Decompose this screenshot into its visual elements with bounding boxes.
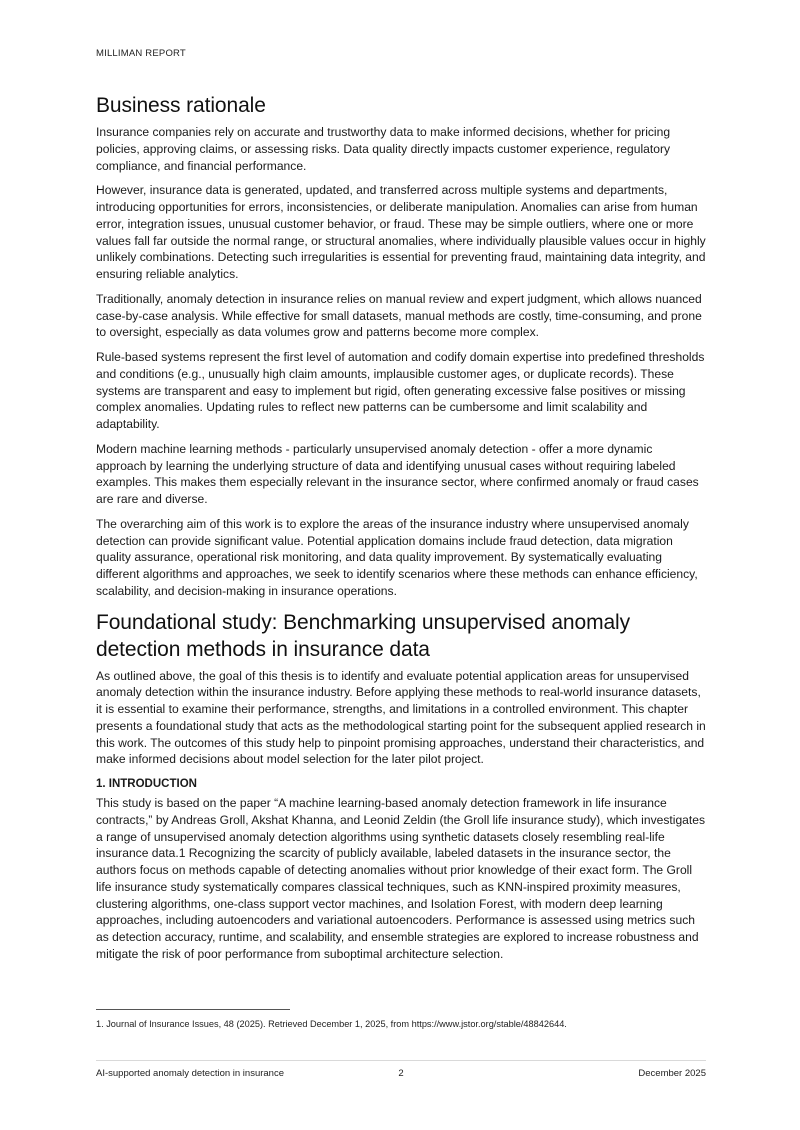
section-title-business-rationale: Business rationale [96, 94, 266, 117]
footer-page-number: 2 [398, 1068, 404, 1079]
footer-date: December 2025 [638, 1068, 706, 1079]
paragraph: Traditionally, anomaly detection in insurance relies on manual review and expert judgment, which allows nuanced case-by-case analysis. While effective for small datasets, manual methods are costly, time-consuming, and prone to oversight, especially as data volumes grow and patterns become more complex. [96, 291, 702, 340]
footer-divider [96, 1060, 706, 1061]
subheading-introduction: 1. INTRODUCTION [96, 778, 197, 790]
paragraph: As outlined above, the goal of this thesis is to identify and evaluate potential application areas for unsupervised anomaly detection within the insurance industry. Before applying these methods to real-world insurance datasets, it is essential to examine their performance, strengths, and limitations in a controlled environment. This chapter presents a foundational study that acts as the methodological starting point for the subsequent applied research in this work. The outcomes of this study help to pinpoint promising approaches, understand their characteristics, and make informed decisions about model selection for the later pilot project. [96, 668, 706, 767]
footnote-divider [96, 1009, 290, 1010]
main-content [96, 92, 706, 971]
footer-document-title: AI-supported anomaly detection in insurance [96, 1068, 285, 1079]
paragraph: Rule-based systems represent the first level of automation and codify domain expertise into predefined thresholds and conditions (e.g., unusually high claim amounts, implausible customer ages, or duplicate records). These systems are transparent and easy to implement but rigid, often generating excessive false positives or missing complex anomalies. Updating rules to reflect new patterns can be cumbersome and limit scalability and adaptability. [96, 350, 705, 431]
paragraph: However, insurance data is generated, updated, and transferred across multiple systems and departments, introducing opportunities for errors, inconsistencies, or deliberate manipulation. Anomalies can arise from human error, integration issues, unusual customer behavior, or fraud. These may be simple outliers, where one or more values fall far outside the normal range, or structural anomalies, where individually plausible values occur in highly unlikely combinations. Detecting such irregularities is essential for preventing fraud, maintaining data integrity, and ensuring reliable analytics. [96, 183, 706, 281]
paragraph: This study is based on the paper “A machine learning-based anomaly detection framework in life insurance contracts,” by Andreas Groll, Akshat Khanna, and Leonid Zeldin (the Groll life insurance study), which investigates a range of unsupervised anomaly detection algorithms using synthetic datasets closely resembling real-life insurance data.1 Recognizing the scarcity of publicly available, labeled datasets in the insurance sector, the authors focus on methods capable of detecting anomalies without prior knowledge of their exact form. The Groll life insurance study systematically compares classical techniques, such as KNN-inspired proximity measures, clustering algorithms, one-class support vector machines, and Isolation Forest, with modern deep learning approaches, including autoencoders and variational autoencoders. Performance is assessed using metrics such as detection accuracy, runtime, and scalability, and ensemble strategies are explored to increase robustness and mitigate the risk of poor performance from suboptimal architecture selection. [96, 796, 706, 961]
footnote: 1. Journal of Insurance Issues, 48 (2025). Retrieved December 1, 2025, from https://www.jstor.org/stable/48842644. [96, 1019, 567, 1029]
paragraph: Modern machine learning methods - particularly unsupervised anomaly detection - offer a more dynamic approach by learning the underlying structure of data and identifying unusual cases without requiring labeled examples. This makes them especially relevant in the insurance sector, where confirmed anomaly or fraud cases are rare and diverse. [96, 441, 699, 506]
running-header: MILLIMAN REPORT [96, 48, 186, 59]
section-title-foundational-study: Foundational study: Benchmarking unsupervised anomaly detection methods in insurance data [96, 610, 631, 661]
paragraph: The overarching aim of this work is to explore the areas of the insurance industry where unsupervised anomaly detection can provide significant value. Potential application domains include fraud detection, data migration quality assurance, operational risk monitoring, and data quality improvement. By systematically evaluating different algorithms and approaches, we seek to identify scenarios where these methods can enhance efficiency, scalability, and decision-making in insurance operations. [96, 516, 698, 598]
paragraph: Insurance companies rely on accurate and trustworthy data to make informed decisions, whether for pricing policies, approving claims, or assessing risks. Data quality directly impacts customer experience, regulatory compliance, and financial performance. [96, 125, 671, 173]
